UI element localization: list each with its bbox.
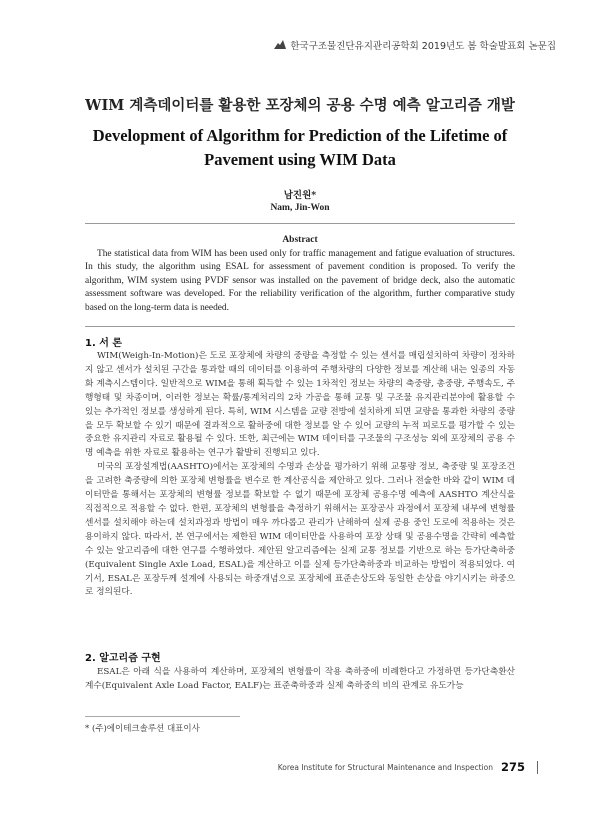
abstract-bottom-rule <box>85 326 515 327</box>
abstract-top-rule <box>85 223 515 224</box>
journal-name: Korea Institute for Structural Maintenance and Inspection <box>277 762 493 772</box>
author-footnote: * (주)에이테크솔루션 대표이사 <box>85 724 200 734</box>
abstract-body: The statistical data from WIM has been used only for traffic management and fatigue evaluation of structures. In this study, the algorithm using ESAL for assessment of pavement condition is proposed. To verify the algorithm, WIM system using PVDF sensor was installed on the pavement of bridge deck, also the automatic assessment software was developed. For the reliability verification of the algorithm, further comparative study based on the long-term data is needed. <box>85 249 515 313</box>
title-english: Development of Algorithm for Prediction of the Lifetime of Pavement using WIM Data <box>92 126 508 169</box>
section-2-heading: 2. 알고리즘 구현 <box>85 653 161 664</box>
running-header <box>274 38 556 52</box>
title-korean: WIM 계측데이터를 활용한 포장체의 공용 수명 예측 알고리즘 개발 <box>85 97 515 114</box>
author-english: Nam, Jin-Won <box>270 203 330 213</box>
section-2-paragraph-1: ESAL은 아래 식을 사용하여 계산하며, 포장체의 변형률이 작용 축하중에 비례한다고 가정하면 등가단축환산계수(Equivalent Axle Load Factor, EALF)는 표준축하중과 실제 축하중의 비의 관계로 유도가능 <box>85 667 515 691</box>
footnote-rule <box>85 716 240 717</box>
running-header-text: 한국구조물진단유지관리공학회 2019년도 봄 학술발표회 논문집 <box>290 41 556 52</box>
author-korean: 남진원* <box>283 190 317 201</box>
section-2-body <box>85 666 515 694</box>
section-1-paragraph-1: WIM(Weigh-In-Motion)은 도로 포장체에 차량의 중량을 측정할 수 있는 센서를 매립설치하여 차량이 정차하지 않고 센서가 설치된 구간을 통과할 때의 데이터를 이용하여 주행차량의 다양한 정보를 계산해 내는 일종의 자동화 계측시스템이다. 일반적으로 WIM을 통해 획득할 수 있는 1차적인 정보는 차량의 축중량, 총중량, 주행속도, 주행형태 및 차종이며, 이러한 정보는 확률/통계처리의 2차 가공을 통해 교통 및 구조물 유지관리분야에 활용할 수 있는 추가적인 정보를 생성하게 된다. 특히, WIM 시스템을 교량 전방에 설치하게 되면 교량을 통과한 차량의 중량을 모두 확보할 수 있기 때문에 결과적으로 활하중에 대한 정보를 알 수 있어 교량의 누적 피로도를 평가할 수 있는 중요한 유지관리 자료로 활용될 수 있다. 또한, 최근에는 WIM 데이터를 구조물의 구조성능 외에 포장체의 공용 수명 예측을 위한 자료로 활용하는 연구가 활발히 진행되고 있다. <box>85 351 515 459</box>
page-number: 275 <box>500 760 525 774</box>
abstract-heading: Abstract <box>282 235 318 245</box>
section-1-body <box>85 350 515 600</box>
page-number-bar <box>537 761 538 774</box>
page-footer <box>278 760 538 774</box>
bird-logo-icon <box>274 40 286 50</box>
section-1-paragraph-2: 미국의 포장설계법(AASHTO)에서는 포장체의 수명과 손상을 평가하기 위해 교통량 정보, 축중량 및 포장조건을 고려한 축중량에 의한 포장체 변형률을 변수로 한 계산공식을 제안하고 있다. 그러나 전술한 바와 같이 WIM 데이터만을 통해서는 포장체의 변형률 정보를 확보할 수 없기 때문에 포장체 공용수명 예측에 AASHTO 계산식을 직접적으로 적용할 수 없다. 한편, 포장체의 변형률을 측정하기 위해서는 포장공사 과정에서 포장체 내부에 변형률 센서를 설치해야 하는데 설치과정과 방법이 매우 까다롭고 관리가 난해하여 실제 공용 중인 도로에 적용하는 것은 용이하지 않다. 따라서, 본 연구에서는 제한된 WIM 데이터만을 사용하여 포장 상태 및 공용수명을 간략히 예측할 수 있는 알고리즘에 대한 연구를 수행하였다. 제안된 알고리즘에는 실제 교통 정보를 기반으로 하는 등가단축하중(Equivalent Single Axle Load, ESAL)을 계산하고 이를 실제 등가단축하중과 비교하는 방법이 적용되었다. 여기서, ESAL은 포장두께 설계에 사용되는 하중개념으로 포장체에 표준손상도와 동일한 손상을 야기시키는 하중으로 정의된다. <box>85 462 515 598</box>
section-1-heading: 1. 서 론 <box>85 338 123 349</box>
